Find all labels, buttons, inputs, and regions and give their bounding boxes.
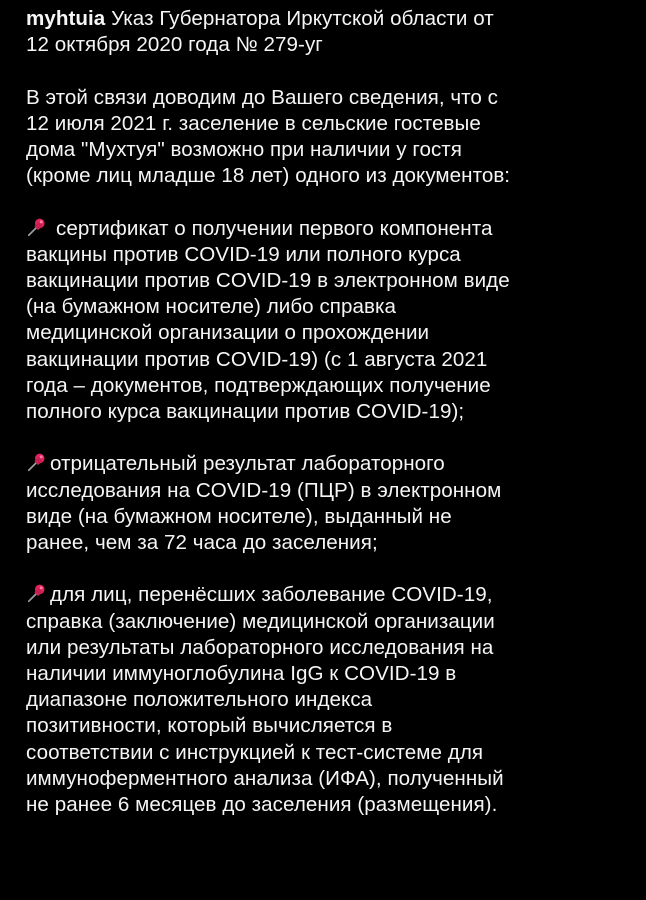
caption-header — [26, 6, 626, 58]
caption-title: Указ Губернатора Иркутской области от 12 октября 2020 года № 279-уг — [26, 7, 494, 57]
document-item-text: сертификат о получении первого компонента вакцины против COVID-19 или полного курса вакцинации против COVID-19 в электронном виде (на бумажном носителе) либо справка медицинской организации о прохождении вакцинации против COVID-19) (с 1 августа 2021 года – документов, подтверждающих получение полного курса вакцинации против COVID-19); — [26, 216, 510, 424]
document-item-text: отрицательный результат лабораторного исследования на COVID-19 (ПЦР) в электронном виде (на бумажном носителе), выданный не ранее, чем за 72 часа до заселения; — [26, 452, 502, 555]
pushpin-icon — [26, 582, 48, 604]
document-item-1 — [26, 216, 626, 426]
document-item-2 — [26, 451, 626, 556]
document-item-text: для лиц, перенёсших заболевание COVID-19, справка (заключение) медицинской организации или результаты лабораторного исследования на наличии иммуноглобулина IgG к COVID-19 в диапазоне положительного индекса позитивности, который вычисляется в соответствии с инструкцией к тест-системе для иммуноферментного анализа (ИФА), полученный не ранее 6 месяцев до заселения (размещения). — [26, 583, 504, 817]
post-caption — [26, 6, 626, 818]
caption-intro: В этой связи доводим до Вашего сведения, что с 12 июля 2021 г. заселение в сельские гостевые дома "Мухтуя" возможно при наличии у гостя (кроме лиц младше 18 лет) одного из документов: — [26, 85, 511, 188]
document-item-3 — [26, 582, 626, 818]
pushpin-icon — [26, 451, 48, 473]
username-link[interactable]: myhtuia — [26, 7, 106, 30]
pushpin-icon — [26, 216, 48, 238]
